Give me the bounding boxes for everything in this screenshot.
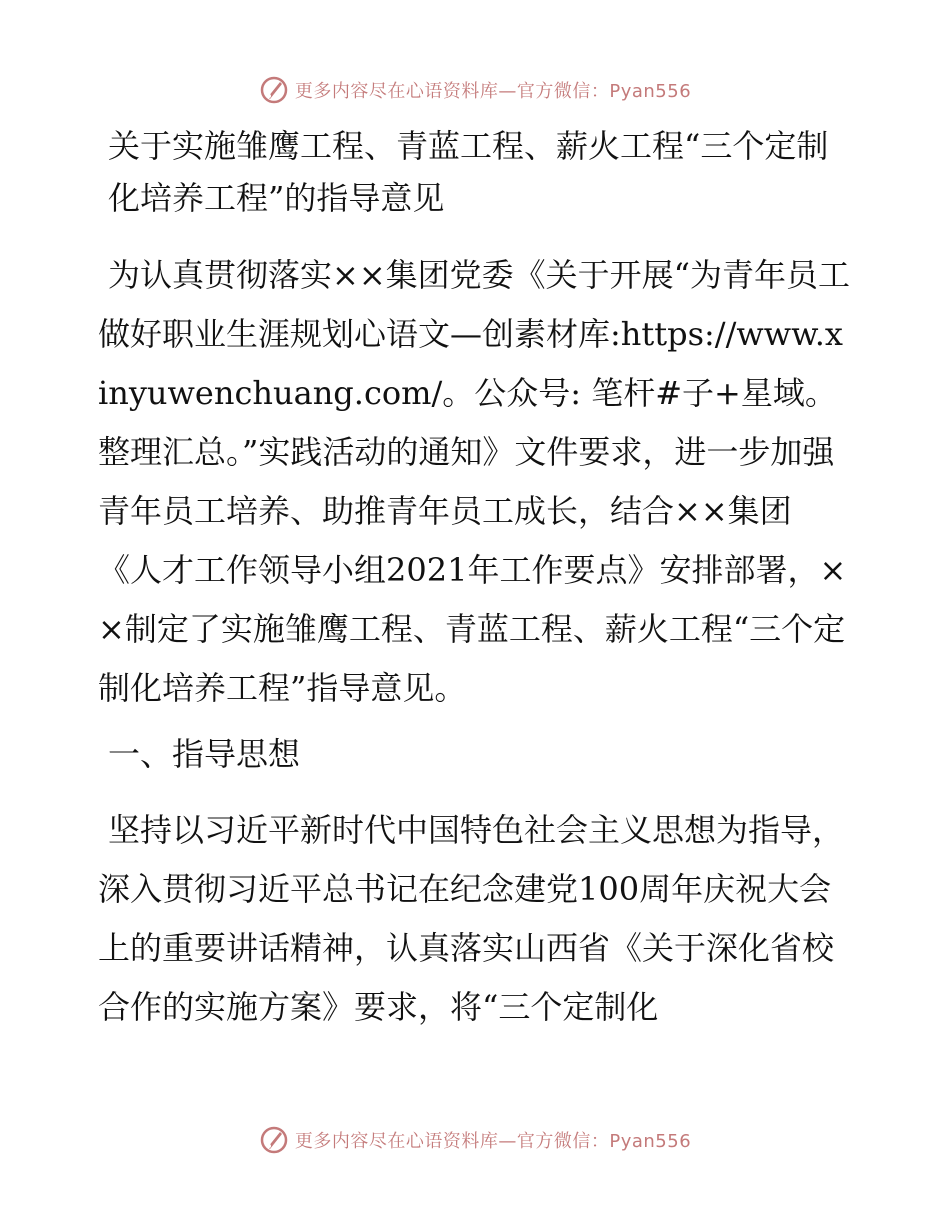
document-body <box>98 120 850 1037</box>
guiding-ideology-paragraph: 坚持以习近平新时代中国特色社会主义思想为指导，深入贯彻习近平总书记在纪念建党100周年庆祝大会上的重要讲话精神，认真落实山西省《关于深化省校合作的实施方案》要求，将“三个定制化 <box>98 811 845 1026</box>
quill-pen-logo-icon <box>259 75 289 105</box>
document-title: 关于实施雏鹰工程、青蓝工程、薪火工程“三个定制化培养工程”的指导意见 <box>108 127 829 217</box>
watermark-text: 更多内容尽在心语资料库—官方微信：Pyan556 <box>294 1131 692 1152</box>
watermark-text: 更多内容尽在心语资料库—官方微信：Pyan556 <box>294 81 692 102</box>
quill-pen-logo-icon <box>259 1125 289 1155</box>
section-heading-guiding-ideology: 一、指导思想 <box>108 735 301 773</box>
intro-paragraph: 为认真贯彻落实××集团党委《关于开展“为青年员工做好职业生涯规划心语文—创素材库:https://www.xinyuwenchuang.com/。公众号: 笔杆#子+星域。整理汇总。”实践活动的通知》文件要求，进一步加强青年员工培养、助推青年员工成长，结合××集团《人才工作领导小组2021年工作要点》安排部署，××制定了实施雏鹰工程、青蓝工程、薪火工程“三个定制化培养工程”指导意见。 <box>98 256 850 707</box>
footer-watermark <box>0 1120 950 1160</box>
header-watermark <box>0 70 950 110</box>
